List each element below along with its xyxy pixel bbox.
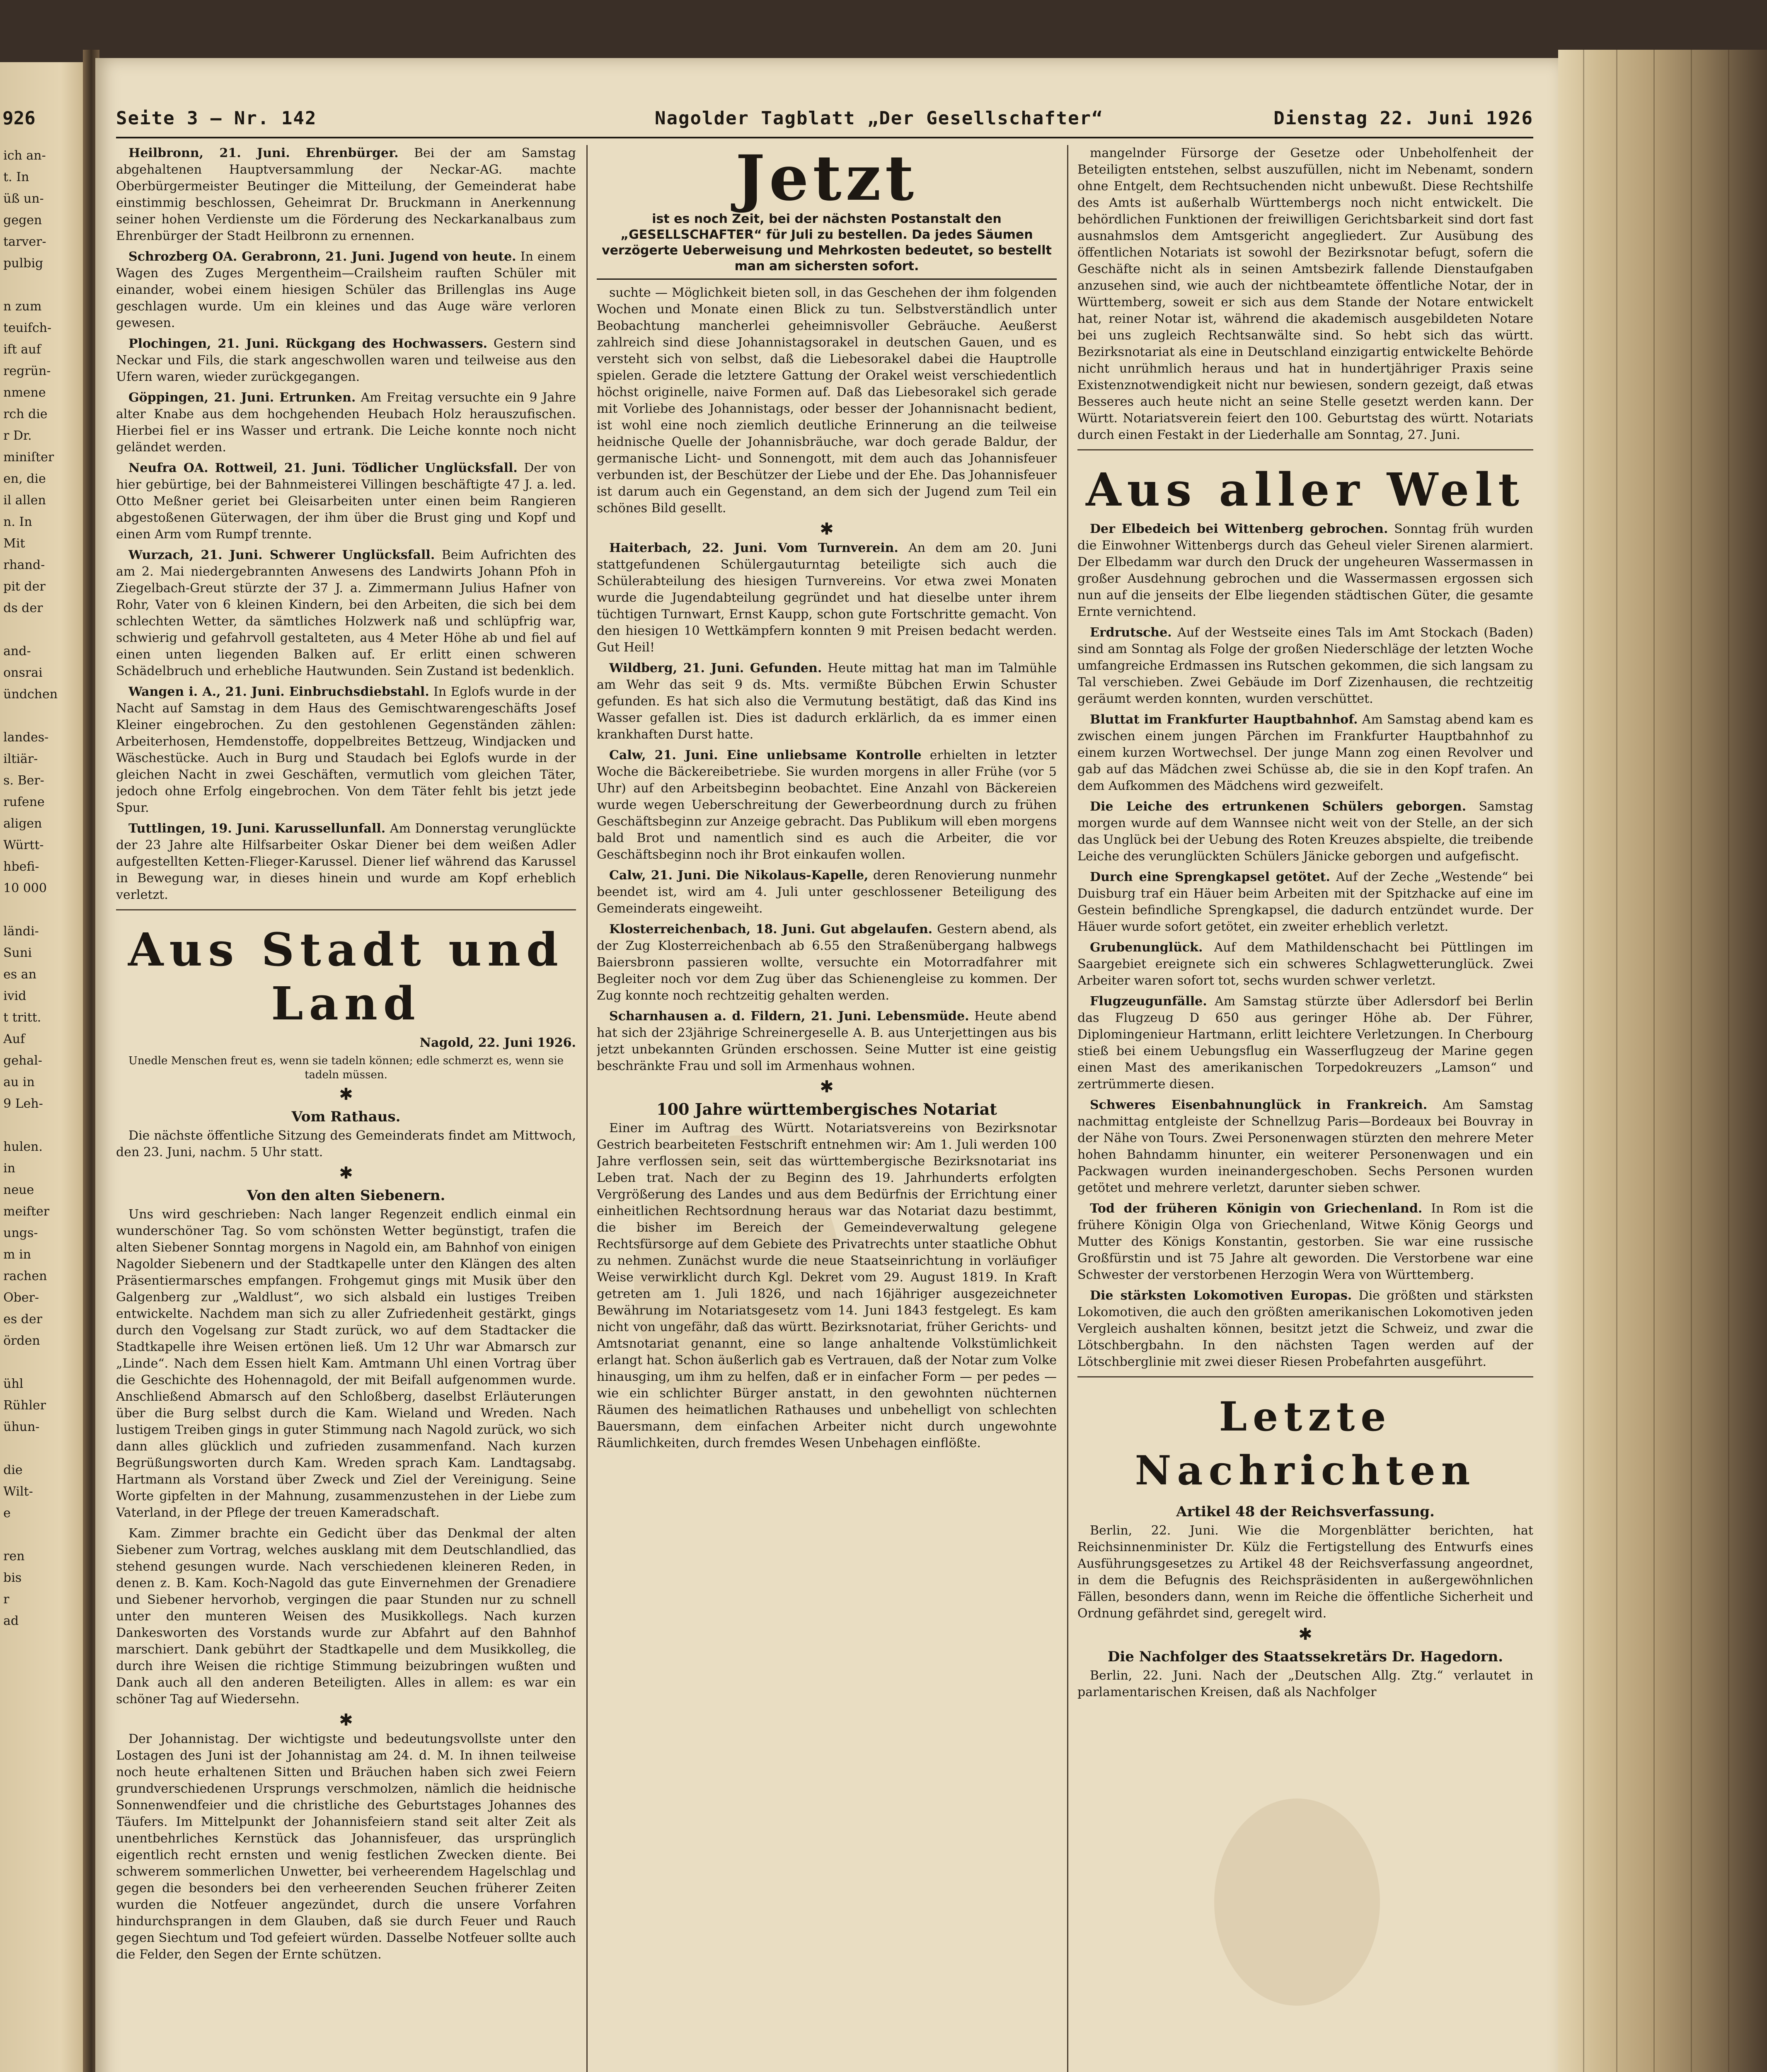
section-title-stadt-und-land: Aus Stadt und Land <box>128 923 564 1030</box>
left-fragment-line: üß un- <box>3 191 44 206</box>
siebenern-text: Uns wird geschrieben: Nach langer Regenzeit endlich einmal ein wunderschöner Tag. So vom schönsten Wetter begünstigt, trafen die alten Siebener Sonntag morgens in Nagold ein, am Bahnhof von einigen Nagolder Siebenern und der Stadtkapelle unter den Klängen des alten Präsentiermarsches empfangen. Frohgemut gings mit Musik über den Galgenberg zur „Waldlust“, wo sich alsbald ein lustiges Treiben entwickelte. Nachdem man sich zu aller Zufriedenheit gestärkt, gings durch den Vogelsang zur Stadt zurück, wo auf dem Stadtacker die Stadtkapelle ihre Weisen ertönen ließ. Um 12 Uhr war Abmarsch zur „Linde“. Nach dem Essen hielt Kam. Amtmann Uhl einen Vortrag über die Geschichte des Hohennagold, der mit Beifall aufgenommen wurde. Anschließend Abmarsch auf den Schloßberg, daselbst Erläuterungen über die Burg selbst durch die Kam. Wieland und Wreden. Nach lustigem Treiben gings in guter Stimmung nach Nagold zurück, wo sich dann alles glücklich und zufrieden zusammenfand. Nach kurzen Begrüßungsworten durch Kam. Wreden sprach Kam. Landtagsabg. Hartmann als Vorstand über Zweck und Ziel der Vereinigung. Seine Worte gipfelten in der Mahnung, zusammenzustehen in der Liebe zum Vaterland, in der Pflege der treuen Kameradschaft. <box>116 1207 576 1520</box>
news-item-text: Beim Aufrichten des am 2. Mai niedergebrannten Anwesens des Landwirts Johann Pfoh in Ziegelbach-Greut stürzte der 37 J. a. Zimmermann Julius Hafner von Rohr, Vater von 6 kleinen Kindern, bei den Arbeiten, die sich bei dem schlechten Wetter, da sämtliches Holzwerk naß und schlüpfrig war, schwierig und gefahrvoll gestalteten, aus 4 Meter Höhe ab und fiel auf einen unten liegenden Balken auf. Er erlitt einen schweren Schädelbruch und erhebliche Hautwunden. Sein Zustand ist bedenklich. <box>116 548 576 678</box>
news-item-lead: Heilbronn, 21. Juni. Ehrenbürger. <box>128 146 399 160</box>
news-item-lead: Haiterbach, 22. Juni. Vom Turnverein. <box>609 541 898 555</box>
section-title-aus-aller-welt: Aus aller Welt <box>1086 463 1525 516</box>
column-2 <box>597 145 1057 2072</box>
news-item <box>116 547 576 680</box>
news-item-text: Am Samstag stürzte über Adlersdorf bei Berlin das Flugzeug D 650 aus geringer Höhe ab. Der Führer, Diplomingenieur Hartmann, erlitt leichtere Verletzungen. In Cherbourg stieß bei einem Uebungsflug ein Wasserflugzeug der Marine gegen einen Mast des amerikanischen Torpedokreuzers „Lamson“ und zertrümmerte diesen. <box>1077 994 1533 1092</box>
column-3 <box>1077 145 1533 2072</box>
left-fragment-line: rch die <box>3 407 48 421</box>
left-fragment-line: ich an- <box>3 148 46 163</box>
news-item-lead: Die Leiche des ertrunkenen Schülers geborgen. <box>1090 799 1467 814</box>
left-page-number: 926 <box>2 108 36 129</box>
left-fragment-line: n zum <box>3 299 42 314</box>
news-item <box>116 145 576 244</box>
news-item <box>1077 799 1533 865</box>
left-fragment-line: iltiär- <box>3 752 38 766</box>
rathaus-text: Die nächste öffentliche Sitzung des Gemeinderats findet am Mittwoch, den 23. Juni, nachm. 5 Uhr statt. <box>116 1128 576 1159</box>
book-page-edges <box>1558 50 1767 2072</box>
newspaper-page <box>95 58 1558 2072</box>
left-fragment-line: en, die <box>3 472 46 486</box>
subscription-advertisement <box>597 145 1057 280</box>
left-fragment-line: teuifch- <box>3 321 52 335</box>
news-item-text: Der von hier gebürtige, bei der Bahnmeisterei Villingen beschäftigte 47 J. a. led. Otto Meßner geriet bei Gleisarbeiten unter einen beim Rangieren abgestoßenen Güterwagen, der ihm über die Brust ging und Kopf und einen Arm vom Rumpf trennte. <box>116 461 576 542</box>
left-fragment-line: die <box>3 1463 23 1477</box>
news-item-lead: Klosterreichenbach, 18. Juni. Gut abgelaufen. <box>609 922 933 937</box>
left-fragment-line: tarver- <box>3 235 46 249</box>
news-item-text: Auf der Zeche „Westende“ bei Duisburg traf ein Häuer beim Arbeiten mit der Spitzhacke auf eine im Gestein befindliche Sprengkapsel, die dadurch entzündet wurde. Der Häuer wurde sofort getötet, ein zweiter erheblich verletzt. <box>1077 870 1533 934</box>
column-rule <box>586 145 588 2072</box>
news-item <box>116 336 576 385</box>
news-item-lead: Flugzeugunfälle. <box>1090 994 1207 1009</box>
header-rule <box>116 137 1533 138</box>
news-item <box>1077 521 1533 620</box>
left-fragment-line: neue <box>3 1183 34 1197</box>
column-1-news-items <box>116 145 576 903</box>
left-fragment-line: 10 000 <box>3 881 47 896</box>
news-item <box>1077 1288 1533 1370</box>
left-fragment-line <box>3 1115 82 1136</box>
left-fragment-line: bis <box>3 1571 22 1585</box>
left-fragment-line <box>3 274 82 296</box>
news-item <box>597 660 1057 743</box>
news-item-lead: Tod der früheren Königin von Griechenland. <box>1090 1201 1423 1216</box>
news-item <box>1077 712 1533 794</box>
news-item-text: Die größten und stärksten Lokomotiven, die auch den größten amerikanischen Lokomotiven jeden Vergleich aushalten können, besitzt jetzt die Schweiz, und zwar die Lötschbergbahn. In den nächsten Tagen werden auf der Lötschberglinie mit zwei dieser Riesen Probefahrten ausgeführt. <box>1077 1288 1533 1369</box>
separator-star: ✱ <box>820 1077 834 1097</box>
left-fragment-line: pulbig <box>3 256 44 271</box>
left-fragment-line: e <box>3 1506 11 1520</box>
column-rule <box>1067 145 1068 2072</box>
left-fragment-line: Auf <box>3 1032 25 1046</box>
news-item-text: Am Donnerstag verunglückte der 23 Jahre alte Hilfsarbeiter Oskar Diener bei dem weißen Adler aufgestellten Ketten-Flieger-Karussel. Diener lief während das Karussel in Bewegung war, in dieses hinein und wurde am Kopf erheblich verletzt. <box>116 821 576 902</box>
news-item <box>116 684 576 816</box>
left-fragment-line: rhand- <box>3 558 45 572</box>
left-fragment-line: ündchen <box>3 687 58 702</box>
news-item-text: erhielten in letzter Woche die Bäckereibetriebe. Sie wurden morgens in aller Frühe (vor 5 Uhr) auf den Arbeitsbeginn beobachtet. Eine Anzahl von Bäckereien wurde wegen Ueberschreitung der Gewerbeordnung durch zu frühen Geschäftsbeginn zur Anzeige gebracht. Das Publikum will eben morgens bald Brot und namentlich sind es auch die Arbeiter, die vor Geschäftsbeginn noch ihr Brot einkaufen wollen. <box>597 748 1057 862</box>
news-item-text: Gestern sind Neckar und Fils, die stark angeschwollen waren und teilweise aus den Ufern waren, wieder zurückgegangen. <box>116 336 576 384</box>
left-fragment-line: ift auf <box>3 342 41 357</box>
left-fragment-line: n. In <box>3 515 32 529</box>
news-item <box>1077 939 1533 989</box>
subhead-rathaus: Vom Rathaus. <box>291 1109 401 1125</box>
news-item-lead: Wildberg, 21. Juni. Gefunden. <box>609 661 822 675</box>
nachfolger-text: Berlin, 22. Juni. Nach der „Deutschen Allg. Ztg.“ verlautet in parlamentarischen Kreisen, daß als Nachfolger <box>1077 1668 1533 1699</box>
left-fragment-line: ivid <box>3 989 27 1003</box>
news-item-text: deren Renovierung nunmehr beendet ist, wird am 4. Juli unter geschlossener Beteiligung des Gemeinderats eingeweiht. <box>597 868 1057 916</box>
ad-text: ist es noch Zeit, bei der nächsten Postanstalt den „GESELLSCHAFTER“ für Juli zu bestellen. Da jedes Säumen verzögerte Ueberweisung und Mehrkosten bedeutet, so bestellt man am sichersten sofort. <box>602 212 1052 274</box>
left-fragment-line: Suni <box>3 946 32 960</box>
notariat-continued: mangelnder Fürsorge der Gesetze oder Unbeholfenheit der Beteiligten entstehen, selbst auszufüllen, nicht im Nebenamt, sondern ohne Entgelt, dem Rechtsuchenden nicht unbewußt. Diese Rechtshilfe des Amts ist außerhalb Württembergs noch nicht entwickelt. Die behördlichen Funktionen der freiwilligen Gerichtsbarkeit sind dort fast ausnahmslos dem Amtsgericht angegliedert. Zur Ausübung des öffentlichen Notariats ist sowohl der Bezirksnotar befugt, sofern die Geschäfte nicht als in seinen Amtsbezirk fallende Dienstaufgaben anzusehen sind, wie auch der nichtbeamtete öffentliche Notar, der in Württemberg, soweit er sich aus dem Stande der Notare entwickelt hat, reiner Notar ist, während die akademisch ausgebildeten Notare bei uns zugleich Rechtsanwälte sind. So hebt sich das württ. Bezirksnotariat als eine in Deutschland einzigartig entwickelte Behörde nicht unrühmlich heraus und hat in hundertjähriger Praxis seine Existenznotwendigkeit nicht nur bewiesen, sondern gezeigt, daß etwas Besseres auch heute nicht an seine Stelle gesetzt werden kann. Der Württ. Notariatsverein feiert den 100. Geburtstag des württ. Notariats durch einen Festakt in der Liederhalle am Sonntag, 27. Juni. <box>1077 146 1533 442</box>
news-item-lead: Durch eine Sprengkapsel getötet. <box>1090 870 1330 884</box>
left-fragment-line: hbefi- <box>3 859 39 874</box>
left-fragment-line: meifter <box>3 1204 50 1219</box>
left-fragment-line: au in <box>3 1075 35 1089</box>
separator-star: ✱ <box>339 1164 353 1183</box>
johannistag-text: Der Johannistag. Der wichtigste und bedeutungsvollste unter den Lostagen des Juni ist der Johannistag am 24. d. M. In ihnen teilweise noch heute erhaltenen Sitten und Bräuchen haben sich zwei Feiern grundverschiedenen Ursprungs verschmolzen, nämlich die heidnische Sonnenwendfeier und die christliche des Geburtstages Johannes des Täufers. Im Mittelpunkt der Johannisfeiern stand seit alter Zeit als unentbehrliches Kernstück das Johannisfeuer, das ursprünglich eigentlich recht ernsten und wenig festlichen Zwecken diente. Bei schwerem sommerlichen Unwetter, bei verheerendem Hagelschlag und gegen die besonders bei den verheerenden Seuchen früherer Zeiten wurden die Notfeuer angezündet, durch die unsere Vorfahren hindurchsprangen in dem Glauben, daß sie durch Feuer und Rauch gegen Siechtum und Tod gefeiert würden. Dasselbe Notfeuer sollte auch die Felder, den Segen der Ernte schützen. <box>116 1732 576 1962</box>
news-item <box>597 921 1057 1004</box>
news-item-lead: Göppingen, 21. Juni. Ertrunken. <box>128 390 356 405</box>
section-title-letzte-nachrichten: Letzte Nachrichten <box>1135 1393 1476 1494</box>
news-item-text: An dem am 20. Juni stattgefundenen Schülergauturntag beteiligte sich auch die Schülerabteilung des hiesigen Turnvereins. Vor etwa zwei Monaten wurde die Jugendabteilung gegründet und hat dieselbe unter ihrem tüchtigen Turnwart, Ernst Kaupp, schon gute Fortschritte gemacht. Von den hiesigen 10 Wettkämpfern konnten 9 mit Preisen bedacht werden. Gut Heil! <box>597 541 1057 655</box>
column-1 <box>116 145 576 2072</box>
left-fragment-line: miniſter <box>3 450 54 465</box>
header-newspaper-title: Nagolder Tagblatt „Der Gesellschafter“ <box>655 108 1104 129</box>
artikel-48-text: Berlin, 22. Juni. Wie die Morgenblätter berichten, hat Reichsinnenminister Dr. Külz die Fertigstellung des Entwurfs eines Ausführungsgesetzes zu Artikel 48 der Reichsverfassung angeordnet, in dem die Befugnis des Reichspräsidenten in außergewöhnlichen Fällen, besonders dann, wenn im Reiche die öffentliche Sicherheit und Ordnung gefährdet sind, geregelt wird. <box>1077 1523 1533 1621</box>
left-fragment-line <box>3 1352 82 1373</box>
left-fragment-line: and- <box>3 644 31 658</box>
news-item <box>1077 625 1533 707</box>
left-fragment-line: ühl <box>3 1377 24 1391</box>
news-item-lead: Plochingen, 21. Juni. Rückgang des Hochwassers. <box>128 336 488 351</box>
left-fragment-line: il allen <box>3 493 46 508</box>
left-fragment-line: onsrai <box>3 666 43 680</box>
news-item-lead: Wangen i. A., 21. Juni. Einbruchsdiebstahl. <box>128 685 429 699</box>
news-item-lead: Schrozberg OA. Gerabronn, 21. Juni. Jugend von heute. <box>128 249 516 264</box>
left-fragment-line: ds der <box>3 601 43 615</box>
subhead-artikel-48: Artikel 48 der Reichsverfassung. <box>1176 1503 1435 1520</box>
left-fragment-line: r <box>3 1592 10 1607</box>
left-fragment-line <box>3 1524 82 1546</box>
news-item-lead: Schweres Eisenbahnunglück in Frankreich. <box>1090 1098 1428 1112</box>
left-fragment-line: nmene <box>3 385 46 400</box>
news-item-text: Bei der am Samstag abgehaltenen Hauptversammlung der Neckar-AG. machte Oberbürgermeister Beutinger die Mitteilung, der Gemeinderat habe einstimmig beschlossen, Geheimrat Dr. Bruckmann in Anerkennung seiner hohen Verdienste um die Förderung des Neckarkanalbaus zum Ehrenbürger der Stadt Heilbronn zu ernennen. <box>116 146 576 243</box>
news-item-text: Heute abend hat sich der 23jährige Schreinergeselle A. B. aus Unterjettingen aus bis jetzt unbekannten Gründen erschossen. Seine Mutter ist eine geistig beschränkte Frau und soll im Armenhaus wohnen. <box>597 1009 1057 1073</box>
news-item-lead: Der Elbedeich bei Wittenberg gebrochen. <box>1090 522 1388 536</box>
dateline: Nagold, 22. Juni 1926. <box>419 1036 576 1050</box>
news-item-lead: Calw, 21. Juni. Eine unliebsame Kontrolle <box>609 748 922 762</box>
page-header <box>116 108 1533 141</box>
news-item-text: In Eglofs wurde in der Nacht auf Samstag in dem Haus des Gemischtwarengeschäfts Josef Kleiner eingebrochen. Zu den gestohlenen Gegenständen zählen: Arbeiterhosen, Hemdenstoffe, doppelbreites Bettzeug, Windjacken und Wäschestücke. Auch in Burg und Staudach bei Eglofs wurde in der gleichen Nacht in zwei Geschäften, vermutlich vom gleichen Täter, jedoch ohne Erfolg eingebrochen. Von dem Täter fehlt bis jetzt jede Spur. <box>116 685 576 815</box>
left-fragment-line: es an <box>3 967 36 982</box>
notariat-title: 100 Jahre württembergisches Notariat <box>656 1100 997 1118</box>
news-item-lead: Wurzach, 21. Juni. Schwerer Unglücksfall. <box>128 548 435 562</box>
ad-headline: Jetzt <box>735 145 918 215</box>
left-fragment-line <box>3 899 82 921</box>
left-fragment-line <box>3 619 82 641</box>
subhead-siebenern: Von den alten Siebenern. <box>247 1187 445 1204</box>
left-fragment-line: ühun- <box>3 1420 40 1434</box>
left-fragment-line: pit der <box>3 579 46 594</box>
news-item-lead: Bluttat im Frankfurter Hauptbahnhof. <box>1090 712 1358 727</box>
news-item-text: Am Samstag abend kam es zwischen einem jungen Pärchen im Frankfurter Hauptbahnhof zu einem kurzen Wortwechsel. Der junge Mann zog einen Revolver und gab auf das Mädchen zwei Schüsse ab, die sie in den Kopf trafen. An dem Aufkommen des Mädchens wird gezweifelt. <box>1077 712 1533 793</box>
left-fragment-line: gehal- <box>3 1053 42 1068</box>
left-fragment-line: Mit <box>3 536 25 551</box>
news-item-lead: Die stärksten Lokomotiven Europas. <box>1090 1288 1352 1303</box>
separator-star: ✱ <box>339 1085 353 1104</box>
news-item <box>116 390 576 456</box>
left-fragment-line: m in <box>3 1247 31 1262</box>
news-item-text: Sonntag früh wurden die Einwohner Wittenbergs durch das Geheul vieler Sirenen alarmiert. Der Elbedamm war durch den Druck der ungeheuren Wassermassen in großer Ausdehnung gebrochen und die Wassermassen ergossen sich nun auf die jenseits der Elbe liegenden städtischen Güter, die gesamte Ernte vernichtend. <box>1077 522 1533 619</box>
left-fragment-line: aligen <box>3 816 42 831</box>
news-item <box>597 540 1057 656</box>
news-item-text: Am Samstag nachmittag entgleiste der Schnellzug Paris—Bordeaux bei Bouvray in der Nähe von Tours. Zwei Personenwagen stürzten den mehrere Meter hohen Bahndamm hinunter, ein weiterer Personenwagen und ein Packwagen wurden ineinandergeschoben. Sechs Personen wurden getötet und mehrere verletzt, darunter sieben schwer. <box>1077 1098 1533 1195</box>
news-item <box>116 249 576 332</box>
left-fragment-line: ungs- <box>3 1226 38 1240</box>
separator-star: ✱ <box>820 520 834 539</box>
news-item <box>1077 1201 1533 1283</box>
left-fragment-line: Ober- <box>3 1290 39 1305</box>
news-item-text: Auf dem Mathildenschacht bei Püttlingen im Saargebiet ereignete sich ein schweres Schlagwetterunglück. Zwei Arbeiter waren sofort tot, sechs wurden schwer verletzt. <box>1077 940 1533 988</box>
news-item <box>1077 869 1533 935</box>
motto: Unedle Menschen freut es, wenn sie tadeln können; edle schmerzt es, wenn sie tadeln müssen. <box>128 1055 564 1081</box>
news-item-lead: Neufra OA. Rottweil, 21. Juni. Tödlicher Unglücksfall. <box>128 461 518 475</box>
news-item-text: In Rom ist die frühere Königin Olga von Griechenland, Witwe König Georgs und Mutter des Königs Konstantin, gestorben. Sie war eine russische Großfürstin und ist 75 Jahre alt geworden. Die Verstorbene war eine Schwester der verstorbenen Herzogin Wera von Württemberg. <box>1077 1201 1533 1282</box>
left-fragment-line: es der <box>3 1312 42 1326</box>
left-fragment-line: Württ- <box>3 838 44 852</box>
left-fragment-line: rufene <box>3 795 45 809</box>
column-2-news-items <box>597 540 1057 1075</box>
news-item-text: Auf der Westseite eines Tals im Amt Stockach (Baden) sind am Sonntag als Folge der großen Niederschläge der letzten Woche umfangreiche Erdmassen ins Rutschen gekommen, die sich langsam zu Tal verschieben. Zwei Gebäude im Dorf Zizenhausen, die rechtzeitig geräumt werden konnten, wurden verschüttet. <box>1077 625 1533 706</box>
news-item <box>597 747 1057 863</box>
left-page-fragment <box>0 62 87 2072</box>
header-date: Dienstag 22. Juni 1926 <box>1273 108 1533 129</box>
news-item-lead: Erdrutsche. <box>1090 625 1172 640</box>
left-fragment-line <box>3 705 82 727</box>
news-item <box>1077 993 1533 1093</box>
news-item <box>597 1008 1057 1075</box>
notariat-text: Einer im Auftrag des Württ. Notariatsvereins von Bezirksnotar Gestrich bearbeiteten Festschrift entnehmen wir: Am 1. Juli werden 100 Jahre verflossen sein, seit das württembergische Bezirksnotariat ins Leben trat. Nach der zu Beginn des 19. Jahrhunderts erfolgten Vergrößerung des Landes und aus dem Bedürfnis der Errichtung einer einheitlichen Rechtsordnung heraus war das Notariat dazu bestimmt, die bisher im Bereich der Gemeindeverwaltung gelegene Rechtsfürsorge auf dem Gebiete des Privatrechts unter staatliche Obhut zu nehmen. Zunächst wurde die neue Staatseinrichtung in vorläufiger Weise verwirklicht durch Kgl. Dekret vom 29. August 1819. In Kraft getreten am 1. Juli 1826, und nach 16jähriger ausgezeichneter Bewährung im Notariatsgesetz vom 14. Juni 1843 festgelegt. Es kam nicht von ungefähr, daß das württ. Bezirksnotariat, früher Gerichts- und Amtsnotariat genannt, eine so lange anhaltende Volkstümlichkeit erlangt hat. Schon äußerlich gab es Vertrauen, daß der Notar zum Volke hinausging, um ihm zu helfen, daß er in einfacher Form — per pedes — wie ein schlichter Bürger anstatt, in den gewohnten nüchternen Räumen des heimatlichen Rathauses und unbehelligt von schlechten Bauersmann, dem einfachen Arbeiter nicht durch ungewohnte Räumlichkeiten, durch fremdes Wesen Unbehagen einflößte. <box>597 1121 1057 1450</box>
news-item-lead: Tuttlingen, 19. Juni. Karussellunfall. <box>128 821 386 836</box>
news-item-text: Gestern abend, als der Zug Klosterreichenbach ab 6.55 den Straßenübergang halbwegs Baiersbronn passieren wollte, versuchte ein Motorradfahrer mit Begleiter noch vor dem Zug über das Schienengleise zu kommen. Der Zug konnte noch rechtzeitig gehalten werden. <box>597 922 1057 1003</box>
left-fragment-line: hulen. <box>3 1140 43 1154</box>
news-item-lead: Calw, 21. Juni. Die Nikolaus-Kapelle, <box>609 868 869 883</box>
news-item <box>1077 1097 1533 1196</box>
news-item-text: Am Freitag versuchte ein 9 Jahre alter Knabe aus dem hochgehenden Heubach Holz herauszufischen. Hierbei fiel er ins Wasser und ertrank. Die Leiche konnte noch nicht geländet werden. <box>116 390 576 455</box>
news-item <box>116 821 576 903</box>
left-fragment-line: gegen <box>3 213 42 228</box>
left-fragment-line: landes- <box>3 730 49 745</box>
left-fragment-line: Rühler <box>3 1398 46 1413</box>
left-page-text-fragments <box>3 145 82 1632</box>
news-item <box>597 867 1057 917</box>
left-fragment-line: örden <box>3 1334 40 1348</box>
left-fragment-line <box>3 1438 82 1460</box>
left-fragment-line: ländi- <box>3 924 39 939</box>
johannistag-continued: suchte — Möglichkeit bieten soll, in das Geschehen der ihm folgenden Wochen und Monate einen Blick zu tun. Selbstverständlich unter Beobachtung mancherlei geheimnisvoller Gebräuche. Aeußerst zahlreich sind diese Johannistagsorakel in deutschen Gauen, und es versteht sich von selbst, daß die Liebesorakel dabei die Hauptrolle spielen. Gerade die letztere Gattung der Orakel weist verschiedentlich höchst originelle, naive Formen auf. Daß das Liebesorakel sich gerade mit Vorliebe des Johannistags, oder besser der Johannisnacht bedient, ist wohl eine noch ziemlich deutliche Erinnerung an die teilweise heidnische Quelle der Johannisbräuche, war doch gerade Baldur, der germanische Licht- und Sonnengott, mit dem auch das Johannisfeuer verbunden ist, der Beschützer der Liebe und der Ehe. Das Johannisfeuer ist darum auch ein Gegenstand, an dem sich der Jugend zum Teil ein schönes Bild gesellt. <box>597 286 1057 516</box>
news-item-lead: Scharnhausen a. d. Fildern, 21. Juni. Lebensmüde. <box>609 1009 969 1024</box>
left-fragment-line: r Dr. <box>3 428 32 443</box>
left-fragment-line: 9 Leh- <box>3 1097 43 1111</box>
left-fragment-line: ren <box>3 1549 25 1564</box>
left-fragment-line: rachen <box>3 1269 47 1283</box>
left-fragment-line: regrün- <box>3 364 51 378</box>
left-fragment-line: in <box>3 1161 15 1176</box>
left-fragment-line: t tritt. <box>3 1010 41 1025</box>
left-fragment-line: t. In <box>3 170 29 184</box>
subhead-nachfolger: Die Nachfolger des Staatssekretärs Dr. Hagedorn. <box>1107 1648 1503 1665</box>
news-item-text: Heute mittag hat man im Talmühle am Wehr das seit 9 ds. Mts. vermißte Bübchen Erwin Schuster gefunden. Es hat sich also die Vermutung bestätigt, daß das Kind ins Wasser gefallen ist. Dies ist dadurch erklärlich, da es immer einen krankhaften Durst hatte. <box>597 661 1057 742</box>
left-fragment-line: Wilt- <box>3 1484 33 1499</box>
news-item-text: Samstag morgen wurde auf dem Wannsee nicht weit von der Stelle, an der sich das Unglück bei der Uebung des Roten Kreuzes abspielte, die treibende Leiche des verunglückten Schülers Jänicke geborgen und aufgefischt. <box>1077 799 1533 864</box>
column-3-news-items <box>1077 521 1533 1370</box>
separator-star: ✱ <box>339 1711 353 1730</box>
left-fragment-line: s. Ber- <box>3 773 44 788</box>
siebenern-text-2: Kam. Zimmer brachte ein Gedicht über das Denkmal der alten Siebener zum Vortrag, welches ausklang mit dem Deutschlandlied, das stehend gesungen wurde. Nach verschiedenen kleineren Reden, in denen z. B. Kam. Koch-Nagold das gute Einvernehmen der Grenadiere und Siebener hervorhob, vergingen die paar Stunden nur zu schnell unter den munteren Weisen des Musikkollegs. Nach kurzen Dankesworten des Vorstands wurde zur Abfahrt auf den Bahnhof marschiert. Dank gebührt der Stadtkapelle und dem Musikkolleg, die durch ihre Weisen die richtige Stimmung beizubringen wußten und Dank auch all den anderen Beteiligten. Alles in allem: es war ein schöner Tag auf Wiedersehn. <box>116 1526 576 1706</box>
left-fragment-line: ad <box>3 1614 19 1628</box>
news-item-lead: Grubenunglück. <box>1090 940 1203 955</box>
news-item-text: In einem Wagen des Zuges Mergentheim—Crailsheim rauften Schüler mit einander, wobei einem hiesigen Schüler das Brillenglas ins Auge geschlagen wurde. Um ein kleines und das Auge wäre verloren gewesen. <box>116 249 576 330</box>
header-page-number: Seite 3 — Nr. 142 <box>116 108 317 129</box>
separator-star: ✱ <box>1298 1625 1312 1644</box>
news-item <box>116 460 576 543</box>
